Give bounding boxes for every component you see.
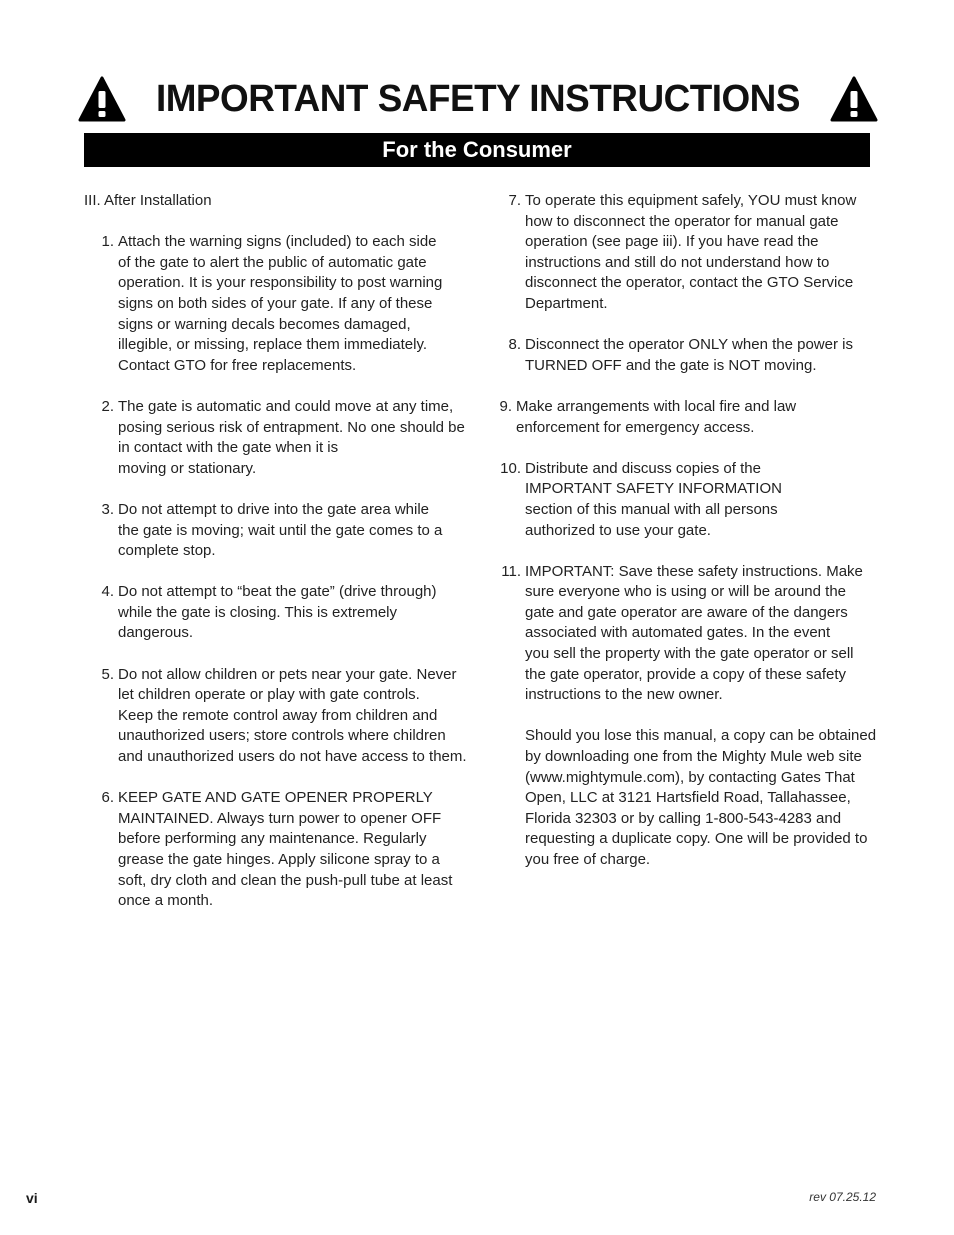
- item-number: 2.: [101, 397, 114, 415]
- page-title: IMPORTANT SAFETY INSTRUCTIONS: [156, 77, 800, 120]
- item-text: Do not allow children or pets near your gate. Never let children operate or play with gate controls. Keep the remote control away from children and unauthorized users; store controls where children and unauthorized users do not have access to them.: [118, 665, 467, 766]
- item-text: Do not attempt to “beat the gate” (drive through) while the gate is closing. This is extremely dangerous.: [118, 583, 437, 642]
- item-text: Attach the warning signs (included) to each side of the gate to alert the public of automatic gate operation. It is your responsibility to post warning signs on both sides of your gate. If any of these signs or warning decals becomes damaged, illegible, or missing, replace them immediately. Contact GTO for free replacements.: [118, 233, 443, 374]
- subtitle: For the Consumer: [382, 137, 572, 162]
- revision-label: rev 07.25.12: [809, 1190, 876, 1204]
- item-number: 7.: [508, 192, 521, 209]
- item-number: 6.: [101, 789, 114, 807]
- warning-triangle-icon: [830, 76, 878, 122]
- list-item: [498, 397, 878, 438]
- item-text: Disconnect the operator ONLY when the power is TURNED OFF and the gate is NOT moving.: [525, 336, 853, 374]
- item-text: IMPORTANT: Save these safety instructions. Make sure everyone who is using or will be around the gate and gate operator are aware of the dangers associated with automated gates. In the event you sell the property with the gate operator or sell the gate operator, provide a copy of these safety instructions to the new owner.: [525, 562, 863, 704]
- list-item: [498, 459, 878, 541]
- right-column: [498, 191, 878, 871]
- list-item: [498, 335, 878, 376]
- page-number: vi: [26, 1190, 38, 1206]
- item-number: 10.: [500, 459, 521, 477]
- item-text: Distribute and discuss copies of the IMPORTANT SAFETY INFORMATION section of this manual with all persons authorized to use your gate.: [525, 459, 782, 539]
- list-item: [84, 500, 468, 562]
- item-text: The gate is automatic and could move at any time, posing serious risk of entrapment. No one should be in contact with the gate when it is moving or stationary.: [118, 397, 465, 477]
- list-item: [84, 397, 468, 479]
- replacement-manual-note: Should you lose this manual, a copy can be obtained by downloading one from the Mighty Mule web site (www.mightymule.com), by contacting Gates That Open, LLC at 3121 Hartsfield Road, Tallahassee, Florida 32303 or by calling 1-800-543-4283 and requesting a duplicate copy. One will be provided to you free of charge.: [525, 727, 877, 868]
- left-column: [84, 191, 468, 932]
- item-number: 8.: [508, 336, 521, 354]
- item-number: 3.: [101, 500, 114, 518]
- item-text: KEEP GATE AND GATE OPENER PROPERLY MAINTAINED. Always turn power to opener OFF before performing any maintenance. Regularly grease the gate hinges. Apply silicone spray to a soft, dry cloth and clean the push-pull tube at least once a month.: [118, 789, 453, 910]
- list-item: [498, 562, 878, 706]
- list-item: [498, 191, 878, 315]
- item-text: Do not attempt to drive into the gate area while the gate is moving; wait until the gate comes to a complete stop.: [118, 500, 443, 560]
- item-number: 1.: [101, 233, 114, 251]
- list-item: [84, 582, 468, 644]
- list-item: [84, 665, 468, 768]
- item-text: Make arrangements with local fire and law enforcement for emergency access.: [516, 397, 797, 436]
- section-heading: III. After Installation: [84, 192, 212, 209]
- title-row: [78, 74, 878, 124]
- item-number: 11.: [501, 562, 521, 580]
- item-number: 5.: [101, 665, 114, 683]
- item-number: 9.: [499, 397, 512, 415]
- subtitle-banner: [84, 133, 870, 167]
- warning-triangle-icon: [78, 76, 126, 122]
- item-text: To operate this equipment safely, YOU must know how to disconnect the operator for manual gate operation (see page iii). If you have read the instructions and still do not understand how to disconnect the operator, contact the GTO Service Department.: [525, 192, 857, 312]
- item-number: 4.: [101, 583, 114, 601]
- list-item: [84, 788, 468, 912]
- list-item: [84, 232, 468, 376]
